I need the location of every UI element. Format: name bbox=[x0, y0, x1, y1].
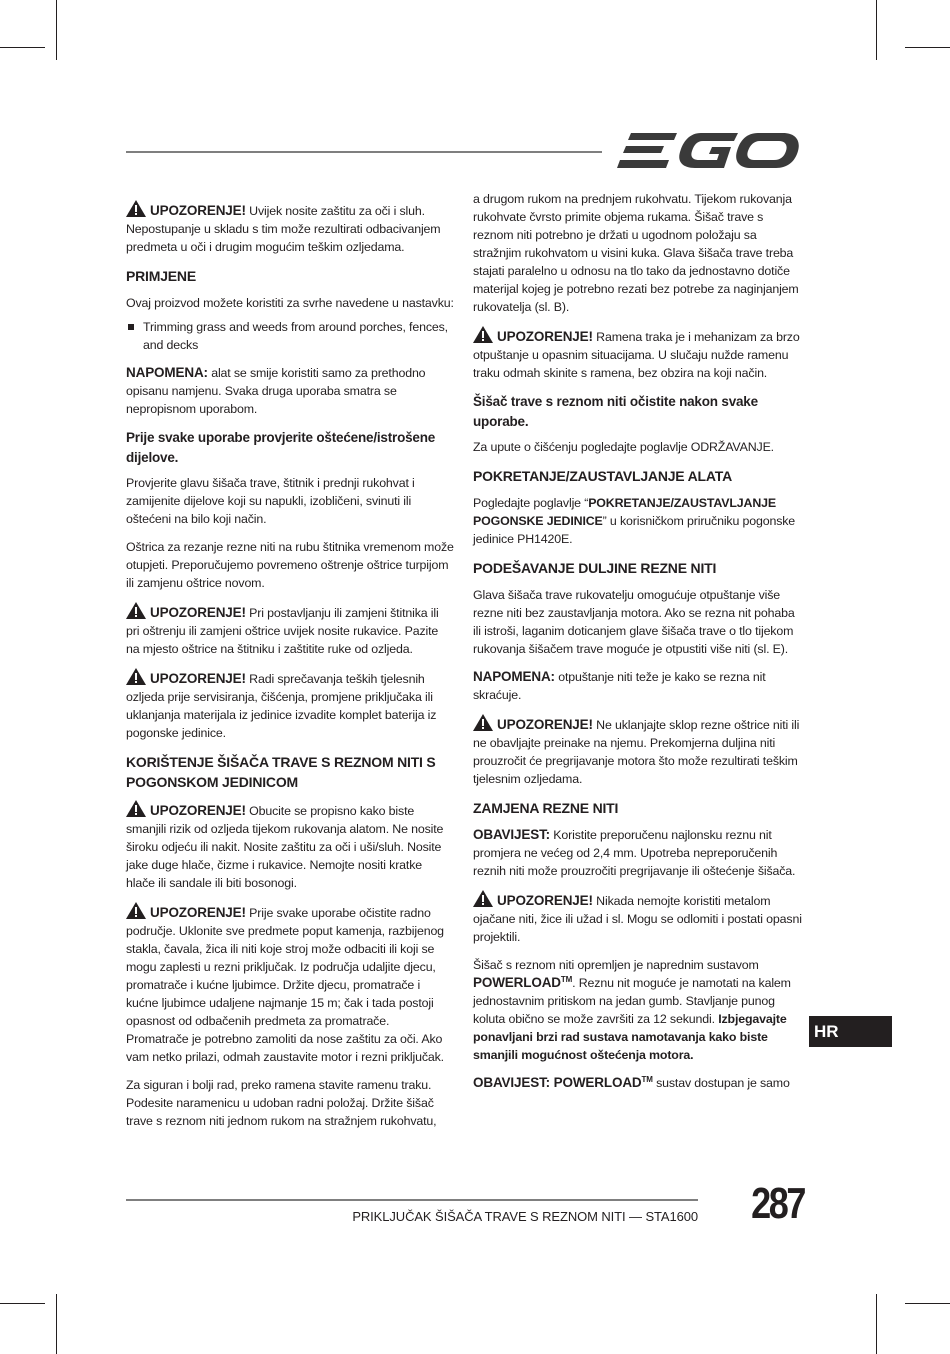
warning-label: UPOZORENJE! bbox=[150, 671, 246, 686]
napomena-paragraph bbox=[126, 364, 454, 418]
warning-triangle-icon bbox=[473, 326, 493, 343]
warning-cutting-assembly bbox=[473, 714, 803, 788]
warning-quick-release bbox=[473, 326, 803, 382]
warning-label: UPOZORENJE! bbox=[497, 717, 593, 732]
obavijest-powerload-paragraph bbox=[473, 1074, 803, 1092]
warning-battery bbox=[126, 668, 454, 742]
warning-text: Prije svake uporabe očistite radno područje. Uklonite sve predmete poput kamenja, razbijenog stakla, čavala, žica ili niti koje stroj može odbaciti ili koji se mogu zaplesti u rezni priključak. Iz područja udaljite djecu, promatrače i kućne ljubimce. Držite djecu, promatrače i kućne ljubimce udaljene najmanje 15 m; čak i tada postoji opasnost od odbačenih predmeta za promatrače. Promatrače je potrebno zamoliti da nose zaštitu za oči. Ako vam netko prilazi, odmah zaustavite motor i rezni priključak. bbox=[126, 906, 444, 1064]
list-item: Trimming grass and weeds from around porches, fences, and decks bbox=[126, 318, 454, 354]
primjene-intro: Ovaj proizvod možete koristiti za svrhe navedene u nastavku: bbox=[126, 296, 454, 310]
warning-text: Nikada nemojte koristiti metalom ojačane niti, žice ili užad i sl. Mogu se odlomiti i postati opasni projektili. bbox=[473, 894, 802, 944]
crop-mark bbox=[56, 0, 57, 60]
trademark-mark: TM bbox=[641, 1075, 653, 1084]
napomena-text: otpuštanje niti teže je kako se rezna nit skraćuje. bbox=[473, 670, 766, 702]
napomena-text: alat se smije koristiti samo za prethodno opisanu namjenu. Svaka druga uporaba smatra se nepropisnom uporabom. bbox=[126, 366, 426, 416]
warning-triangle-icon bbox=[126, 902, 146, 919]
pokretanje-paragraph bbox=[473, 494, 803, 548]
heading-primjene: PRIMJENE bbox=[126, 268, 196, 284]
heading-pokretanje: POKRETANJE/ZAUSTAVLJANJE ALATA bbox=[473, 468, 732, 484]
warning-clothing bbox=[126, 800, 454, 892]
obavijest-label: OBAVIJEST: bbox=[473, 827, 551, 842]
heading-prije-uporabe: Prije svake uporabe provjerite oštećene/istrošene dijelove. bbox=[126, 430, 436, 465]
header-rule bbox=[126, 151, 602, 153]
obavijest-text: Koristite preporučenu najlonsku reznu nit promjera ne većeg od 2,4 mm. Upotreba nepreporučenih reznih niti može prouzročiti pregrijavanje ili oštećenje šišača. bbox=[473, 828, 796, 878]
warning-triangle-icon bbox=[126, 800, 146, 817]
powerload-text-mid: . Reznu nit moguće je namotati na kalem jednostavnim pritiskom na jedan gumb. Stavljanje punog koluta obično se može završiti za 12 sekundi. bbox=[473, 976, 791, 1026]
warning-metal-line bbox=[473, 890, 803, 946]
heading-zamjena: ZAMJENA REZNE NITI bbox=[473, 800, 619, 816]
warning-eye-protection bbox=[126, 200, 454, 256]
powerload-paragraph bbox=[473, 956, 803, 1064]
obavijest-text: sustav dostupan je samo bbox=[652, 1076, 790, 1090]
podesavanje-paragraph: Glava šišača trave rukovatelju omogućuje otpuštanje više rezne niti bez zaustavljanja motora. Ako se rezna nit pohaba ili istroši, laganim doticanjem glave šišača trave o tlo tijekom rukovanja šišačem trave moguće je otpustiti više niti (sl. E). bbox=[473, 588, 795, 656]
ocistite-paragraph: Za upute o čišćenju pogledajte poglavlje ODRŽAVANJE. bbox=[473, 440, 774, 454]
warning-text: Ne uklanjajte sklop rezne oštrice niti ili ne obavljajte preinake na njemu. Prekomjerna duljina niti prouzročit će pregrijavanje motora što može rezultirati teškim tjelesnim ozljedama. bbox=[473, 718, 800, 786]
heading-podesavanje: PODEŠAVANJE DULJINE REZNE NITI bbox=[473, 560, 717, 576]
warning-triangle-icon bbox=[126, 200, 146, 217]
warning-label: UPOZORENJE! bbox=[497, 329, 593, 344]
warning-label: UPOZORENJE! bbox=[497, 893, 593, 908]
warning-triangle-icon bbox=[126, 602, 146, 619]
warning-text: Radi sprečavanja teških tjelesnih ozljeda prije servisiranja, čišćenja, promjene priključaka ili uklanjanja materijala iz jedinice izvadite komplet baterija iz pogonske jedinice. bbox=[126, 672, 437, 740]
page-number: 287 bbox=[751, 1179, 804, 1228]
napomena-label: NAPOMENA: bbox=[126, 365, 208, 380]
warning-label: UPOZORENJE! bbox=[150, 905, 246, 920]
warning-text: Pri postavljanju ili zamjeni štitnika ili pri oštrenju ili zamjeni oštrice uvijek nosite rukavice. Pazite na mjesto oštrice na štitniku i zaštitite ruke od ozljeda. bbox=[126, 606, 439, 656]
warning-work-area bbox=[126, 902, 454, 1066]
prije-paragraph-1: Provjerite glavu šišača trave, štitnik i prednji rukohvat i zamijenite dijelove koji su napukli, izobličeni, svinuti ili oštećeni na bilo koji način. bbox=[126, 476, 415, 526]
heading-ocistite: Šišač trave s reznom niti očistite nakon svake uporabe. bbox=[473, 394, 758, 429]
crop-mark bbox=[905, 1303, 950, 1304]
warning-label: UPOZORENJE! bbox=[150, 203, 246, 218]
footer-title: PRIKLJUČAK ŠIŠAČA TRAVE S REZNOM NITI — STA1600 bbox=[352, 1209, 698, 1224]
trademark-mark: TM bbox=[560, 975, 573, 984]
warning-label: UPOZORENJE! bbox=[150, 803, 246, 818]
crop-mark bbox=[905, 47, 950, 48]
crop-mark bbox=[0, 47, 45, 48]
warning-text: Uvijek nosite zaštitu za oči i sluh. Nepostupanje u skladu s tim može rezultirati odbacivanjem predmeta u oči i drugim mogućim teškim ozljedama. bbox=[126, 204, 441, 254]
continued-paragraph: a drugom rukom na prednjem rukohvatu. Tijekom rukovanja rukohvate čvrsto primite objema rukama. Šišač trave s reznom niti potrebno je držati u ugodnom položaju sa stražnjim rukohvatom u visini kuka. Glava šišača trave treba stajati paralelno u odnosu na tlo tako da jednostavno dotiče materijal kojeg je potrebno rezati bez potrebe za naginjanjem rukovatelja (sl. B). bbox=[473, 192, 799, 314]
obavijest-label: OBAVIJEST: POWERLOAD bbox=[473, 1075, 642, 1090]
pokretanje-text-pre: Pogledajte poglavlje “ bbox=[473, 496, 589, 510]
heading-koristenje: KORIŠTENJE ŠIŠAČA TRAVE S REZNOM NITI S POGONSKOM JEDINICOM bbox=[126, 754, 436, 790]
warning-gloves bbox=[126, 602, 454, 658]
shoulder-strap-paragraph: Za siguran i bolji rad, preko ramena stavite ramenu traku. Podesite naramenicu u udoban radni položaj. Držite šišač trave s reznom niti jednom rukom na stražnjem rukohvatu, bbox=[126, 1078, 437, 1128]
obavijest-paragraph bbox=[473, 826, 803, 880]
crop-mark bbox=[876, 0, 877, 60]
crop-mark bbox=[876, 1294, 877, 1354]
napomena-paragraph bbox=[473, 668, 803, 704]
powerload-caution: Izbjegavajte ponavljani brzi rad sustava namotavanja kako biste smanjili mogućnost oštećenja motora. bbox=[473, 1012, 787, 1062]
pokretanje-chapter: POKRETANJE/ZAUSTAVLJANJE POGONSKE JEDINICE bbox=[473, 496, 776, 528]
powerload-text-pre: Šišač s reznom niti opremljen je naprednim sustavom bbox=[473, 958, 759, 972]
footer-rule bbox=[126, 1199, 698, 1201]
language-tab: HR bbox=[809, 1016, 892, 1047]
warning-label: UPOZORENJE! bbox=[150, 605, 246, 620]
warning-text: Ramena traka je i mehanizam za brzo otpuštanje u opasnim situacijama. U slučaju nužde ramenu traku odmah skinite s ramena, bez obzira na koji način. bbox=[473, 330, 800, 380]
primjene-list bbox=[126, 318, 454, 354]
warning-triangle-icon bbox=[473, 890, 493, 907]
crop-mark bbox=[56, 1294, 57, 1354]
pokretanje-text-post: ” u korisničkom priručniku pogonske jedinice PH1420E. bbox=[473, 514, 796, 546]
warning-triangle-icon bbox=[473, 714, 493, 731]
napomena-label: NAPOMENA: bbox=[473, 669, 555, 684]
warning-triangle-icon bbox=[126, 668, 146, 685]
left-column bbox=[126, 200, 454, 1140]
powerload-name: POWERLOAD bbox=[473, 975, 561, 990]
crop-mark bbox=[0, 1303, 45, 1304]
warning-text: Obucite se propisno kako biste smanjili rizik od ozljeda tijekom rukovanja alatom. Ne nosite široku odjeću ili nakit. Nosite zaštitu za oči i uši/sluh. Nosite jake duge hlače, čizme i rukavice. Nemojte nositi kratke hlače ili sandale ili biti bosonogi. bbox=[126, 804, 444, 890]
ego-logo bbox=[617, 131, 799, 171]
prije-paragraph-2: Oštrica za rezanje rezne niti na rubu štitnika vremenom može otupjeti. Preporučujemo povremeno oštrenje oštrice turpijom ili zamjenu oštrice novom. bbox=[126, 540, 454, 590]
right-column bbox=[473, 190, 803, 1102]
